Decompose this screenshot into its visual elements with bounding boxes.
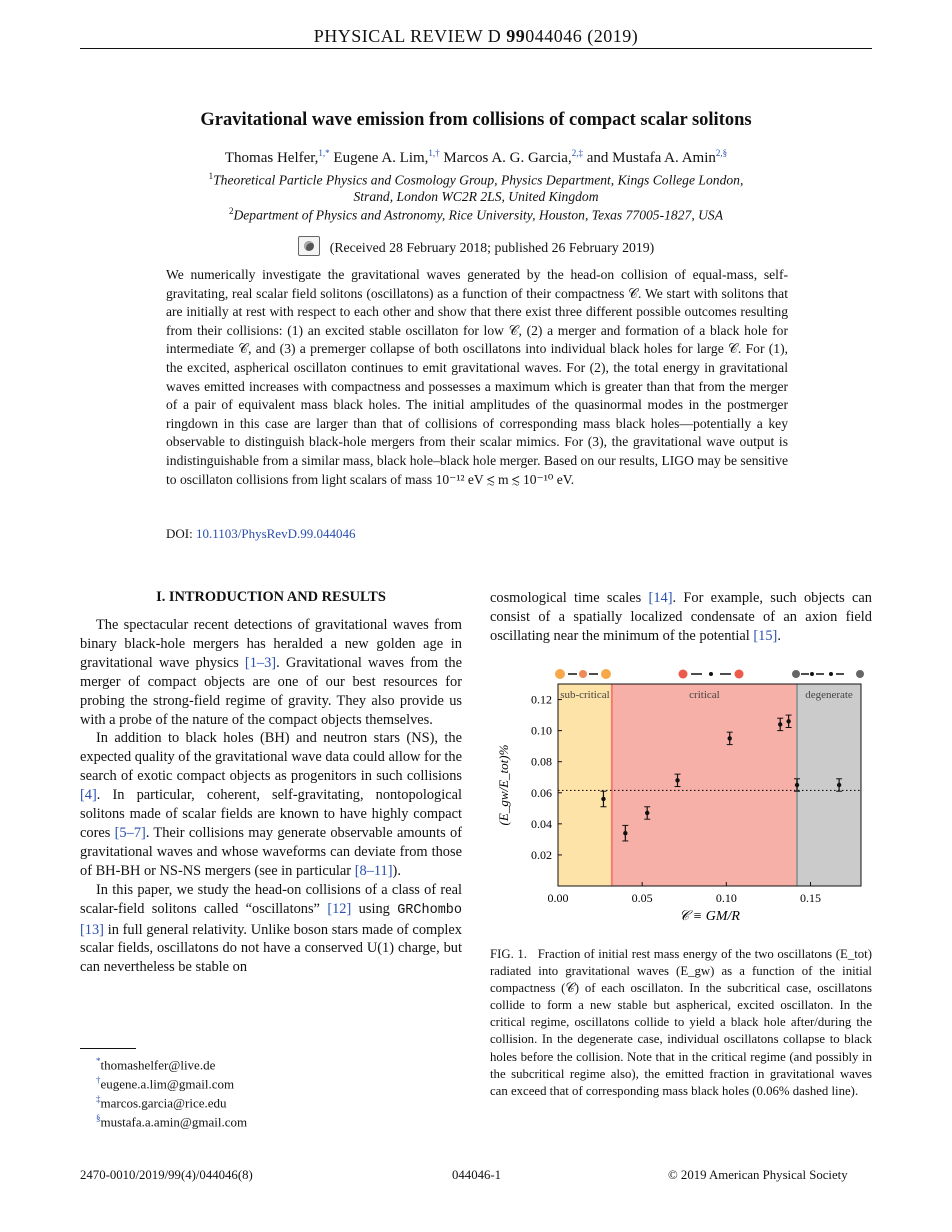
header-rule [80,48,872,49]
citation-link[interactable]: [12] [327,900,352,917]
data-point [837,783,841,787]
paragraph-continued: cosmological time scales [14]. For example, such objects can consist of a spatially localized condensate of an axion field oscillating near the minimum of the potential [15]. [490,590,872,644]
y-tick-label: 0.08 [531,754,552,769]
header-article: 044046 (2019) [525,26,639,46]
citation-link[interactable]: [5–7] [114,824,146,841]
y-axis-label: (E_gw/E_tot)% [496,744,511,826]
affiliation-1: $^1$Theoretical Particle Physics and Cosmology Group, Physics Department, Kings College London, Strand, London WC2R 2LS, United Kingdom [208,171,744,204]
footnote: *thomashelfer@live.de [96,1056,216,1073]
y-tick-label: 0.10 [531,723,552,738]
citation-link[interactable]: [15] [753,627,778,644]
doi-link[interactable]: 10.1103/PhysRevD.99.044046 [195,526,356,541]
author-list: Thomas Helfer,$^{1,*}$ Eugene A. Lim,$^{1,\dagger}$ Marcos A. G. Garcia,$^{2,\ddagger}$ and Mustafa A. Amin$^{2,\S}$ [224,148,728,166]
footer-issn: 2470-0010/2019/99(4)/044046(8) [80,1168,253,1182]
footnote: †eugene.a.lim@gmail.com [96,1075,235,1092]
y-tick-label: 0.04 [531,816,552,831]
code-name: GRChombo [397,902,462,918]
region-sub-critical [558,684,612,886]
critical-star-icon [735,670,744,679]
data-point [786,719,790,723]
region-label: degenerate [805,689,853,701]
footnote: ‡marcos.garcia@rice.edu [96,1094,227,1111]
critical-star-icon [679,670,688,679]
collapsed-star-icon [792,670,800,678]
citation-link[interactable]: [8–11] [354,862,393,879]
data-point [778,722,782,726]
region-label: sub-critical [560,689,610,701]
figure-1-chart [490,660,872,940]
black-hole-icon [709,672,713,676]
y-tick-label: 0.06 [531,785,552,800]
figure-caption: FIG. 1. Fraction of initial rest mass energy of the two oscillatons (E_tot) radiated into gravitational waves (E_gw) as a function of the initial compactness (𝒞) of each oscillaton. In the subcritical case, oscillatons collide to form a new stable but aspherical, excited oscillaton. In the critical regime, oscillatons collide to yield a black hole after/during the collision. In the degenerate case, individual oscillatons collapse to black holes before the collision. Note that in the critical regime (and possibly in the subcritical regime also), the emitted fraction in gravitational waves can exceed that of corresponding mass black holes (0.06% dashed line). [490,947,872,1098]
data-point [795,783,799,787]
x-tick-label: 0.15 [800,891,821,905]
x-axis-label: 𝒞 ≡ GM/R [679,909,740,924]
data-point [623,831,627,835]
citation-link[interactable]: [1–3] [244,654,277,671]
black-hole-icon [829,672,833,676]
received-dates: (Received 28 February 2018; published 26 February 2019) [80,236,872,256]
footer-copyright: © 2019 American Physical Society [668,1168,848,1182]
region-degenerate [797,684,861,886]
running-header: PHYSICAL REVIEW D 99044046 (2019) [313,26,639,46]
footnote-rule [80,1048,136,1049]
column-left [80,616,462,977]
black-hole-icon [810,672,814,676]
footnote: §mustafa.a.amin@gmail.com [96,1113,248,1130]
sub-critical-star-icon [601,669,611,679]
footnotes [96,1054,247,1131]
paragraph-2: In addition to black holes (BH) and neutron stars (NS), the expected quality of the gravitational wave data could allow for the search of exotic compact objects as progenitors in such collisions [4]. In particular, coherent, self-gravitating, nontopological solitons made of scalar fields are known to have highly compact cores [5–7]. Their collisions may generate observable amounts of gravitational waves and whose waveforms can deviate from those of BH-BH or NS-NS mergers (see in particular [8–11]). [80,730,463,879]
citation-link[interactable]: [13] [80,921,104,938]
section-heading: I. INTRODUCTION AND RESULTS [156,589,386,605]
regime-legend-icons [555,669,864,679]
paper-title: Gravitational wave emission from collisions of compact scalar solitons [200,110,752,130]
doi-line: DOI: 10.1103/PhysRevD.99.044046 [166,526,356,541]
data-point [675,778,679,782]
region-critical [612,684,797,886]
citation-link[interactable]: [4] [80,787,97,804]
y-tick-label: 0.02 [531,847,552,862]
collapsed-star-icon [856,670,864,678]
footer-page: 044046-1 [452,1168,502,1182]
x-tick-label: 0.05 [631,891,653,905]
x-tick-label: 0.10 [715,891,737,905]
column-right [490,589,872,646]
paragraph-3: In this paper, we study the head-on collisions of a class of real scalar-field solitons called “oscillatons” [12] using GRChombo [13] in full general relativity. Unlike boson stars made of complex scalar fields, oscillatons do not have a conserved U(1) charge, but can nevertheless be stable on [80,881,462,976]
y-tick-label: 0.12 [531,692,552,707]
x-tick-label: 0.00 [547,891,569,905]
data-point [645,811,649,815]
sub-critical-star-icon [579,670,587,678]
sub-critical-star-icon [555,669,565,679]
data-point [601,797,605,801]
abstract: We numerically investigate the gravitational waves generated by the head-on collision of equal-mass, self-gravitating, real scalar field solitons (oscillatons) as a function of their compactness 𝒞. We start with solitons that are initially at rest with respect to each other and show that there exist three different possible outcomes resulting from their collisions: (1) an excited stable oscillaton for low 𝒞, (2) a merger and formation of a black hole for intermediate 𝒞, and (3) a premerger collapse of both oscillatons into individual black holes for large 𝒞. For (1), the excited, aspherical oscillaton continues to emit gravitational waves. For (2), the total energy in gravitational waves emitted increases with compactness and possesses a maximum which is greater than that from the merger of a pair of equivalent mass black holes. The initial amplitudes of the quasinormal modes in the postmerger ringdown in this case are larger than that of collisions of corresponding mass black holes—potentially a key observable to distinguish black-hole mergers from their scalar mimics. For (3), the gravitational wave output is indistinguishable from a similar mass, black hole–black hole merger. Based on our results, LIGO may be sensitive to oscillaton collisions from light scalars of mass 10⁻¹² eV ≲ m ≲ 10⁻¹⁰ eV. [166,267,788,487]
citation-link[interactable]: [14] [648,590,673,606]
data-point [728,736,732,740]
affiliation-2: $^2$Department of Physics and Astronomy, Rice University, Houston, Texas 77005-1827, USA [228,206,724,223]
paragraph-1: The spectacular recent detections of gravitational waves from binary black-hole mergers has heralded a new golden age in gravitational wave physics [1–3]. Gravitational waves from the merger of compact objects are one of our best resources for probing the strong-field regime of gravity. They also provide us with a probe of the nature of the compact objects themselves. [80,617,462,728]
crossmark-icon[interactable] [298,236,320,256]
region-label: critical [689,689,720,701]
